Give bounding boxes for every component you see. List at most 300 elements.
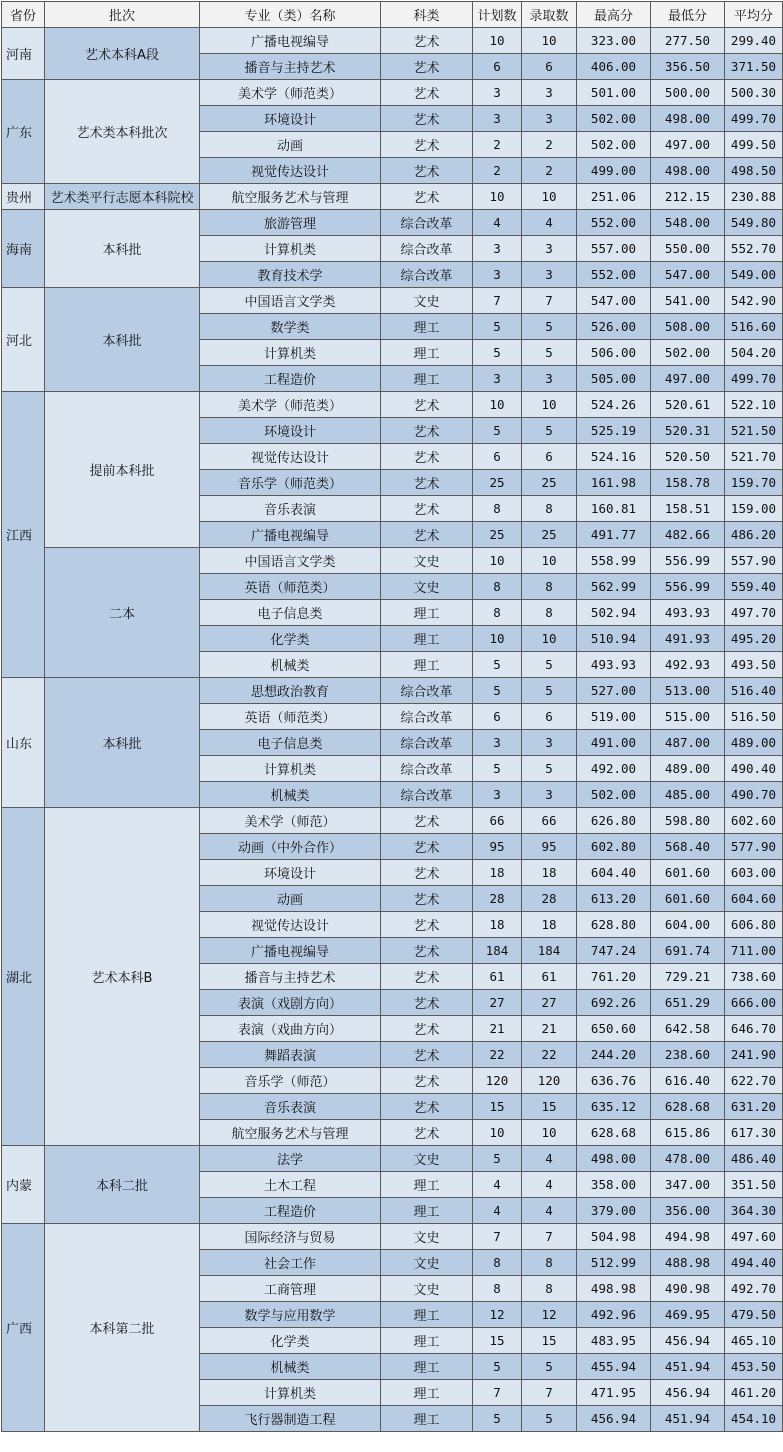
admit-count-cell: 5 xyxy=(522,652,577,678)
admit-count-cell: 3 xyxy=(522,782,577,808)
plan-count-cell: 2 xyxy=(473,132,522,158)
category-cell: 艺术 xyxy=(381,990,473,1016)
avg-score-cell: 454.10 xyxy=(725,1406,783,1432)
category-cell: 艺术 xyxy=(381,964,473,990)
plan-count-cell: 22 xyxy=(473,1042,522,1068)
avg-score-cell: 159.70 xyxy=(725,470,783,496)
max-score-cell: 519.00 xyxy=(577,704,651,730)
plan-count-cell: 8 xyxy=(473,574,522,600)
category-cell: 文史 xyxy=(381,1250,473,1276)
avg-score-cell: 602.60 xyxy=(725,808,783,834)
header-province: 省份 xyxy=(2,2,45,28)
avg-score-cell: 489.00 xyxy=(725,730,783,756)
batch-cell: 艺术本科A段 xyxy=(45,28,200,80)
max-score-cell: 626.80 xyxy=(577,808,651,834)
min-score-cell: 456.94 xyxy=(651,1328,725,1354)
min-score-cell: 356.50 xyxy=(651,54,725,80)
admit-count-cell: 25 xyxy=(522,470,577,496)
avg-score-cell: 631.20 xyxy=(725,1094,783,1120)
admit-count-cell: 184 xyxy=(522,938,577,964)
major-name-cell: 动画 xyxy=(200,132,381,158)
major-name-cell: 电子信息类 xyxy=(200,730,381,756)
plan-count-cell: 4 xyxy=(473,1198,522,1224)
table-row xyxy=(2,1224,783,1250)
max-score-cell: 471.95 xyxy=(577,1380,651,1406)
avg-score-cell: 646.70 xyxy=(725,1016,783,1042)
max-score-cell: 502.00 xyxy=(577,106,651,132)
max-score-cell: 558.99 xyxy=(577,548,651,574)
avg-score-cell: 504.20 xyxy=(725,340,783,366)
min-score-cell: 500.00 xyxy=(651,80,725,106)
province-cell: 江西 xyxy=(2,392,45,678)
plan-count-cell: 7 xyxy=(473,1224,522,1250)
plan-count-cell: 6 xyxy=(473,444,522,470)
admit-count-cell: 8 xyxy=(522,1250,577,1276)
batch-cell: 本科批 xyxy=(45,678,200,808)
province-cell: 广东 xyxy=(2,80,45,184)
major-name-cell: 环境设计 xyxy=(200,418,381,444)
category-cell: 文史 xyxy=(381,1224,473,1250)
major-name-cell: 工程造价 xyxy=(200,366,381,392)
category-cell: 理工 xyxy=(381,314,473,340)
min-score-cell: 502.00 xyxy=(651,340,725,366)
max-score-cell: 650.60 xyxy=(577,1016,651,1042)
avg-score-cell: 552.70 xyxy=(725,236,783,262)
max-score-cell: 604.40 xyxy=(577,860,651,886)
category-cell: 艺术 xyxy=(381,496,473,522)
table-row xyxy=(2,808,783,834)
major-name-cell: 法学 xyxy=(200,1146,381,1172)
category-cell: 艺术 xyxy=(381,392,473,418)
avg-score-cell: 559.40 xyxy=(725,574,783,600)
min-score-cell: 451.94 xyxy=(651,1354,725,1380)
plan-count-cell: 6 xyxy=(473,704,522,730)
admit-count-cell: 4 xyxy=(522,1146,577,1172)
max-score-cell: 161.98 xyxy=(577,470,651,496)
avg-score-cell: 493.50 xyxy=(725,652,783,678)
plan-count-cell: 10 xyxy=(473,626,522,652)
batch-cell: 艺术类本科批次 xyxy=(45,80,200,184)
max-score-cell: 502.94 xyxy=(577,600,651,626)
major-name-cell: 航空服务艺术与管理 xyxy=(200,184,381,210)
batch-cell: 本科第二批 xyxy=(45,1224,200,1432)
major-name-cell: 播音与主持艺术 xyxy=(200,964,381,990)
category-cell: 艺术 xyxy=(381,54,473,80)
min-score-cell: 520.50 xyxy=(651,444,725,470)
batch-cell: 本科二批 xyxy=(45,1146,200,1224)
min-score-cell: 651.29 xyxy=(651,990,725,1016)
header-batch: 批次 xyxy=(45,2,200,28)
admit-count-cell: 3 xyxy=(522,80,577,106)
avg-score-cell: 577.90 xyxy=(725,834,783,860)
admit-count-cell: 21 xyxy=(522,1016,577,1042)
category-cell: 文史 xyxy=(381,1276,473,1302)
min-score-cell: 356.00 xyxy=(651,1198,725,1224)
category-cell: 综合改革 xyxy=(381,704,473,730)
province-cell: 河北 xyxy=(2,288,45,392)
category-cell: 艺术 xyxy=(381,106,473,132)
major-name-cell: 广播电视编导 xyxy=(200,522,381,548)
table-row xyxy=(2,80,783,106)
category-cell: 艺术 xyxy=(381,1068,473,1094)
header-avg-score: 平均分 xyxy=(725,2,783,28)
avg-score-cell: 490.70 xyxy=(725,782,783,808)
min-score-cell: 492.93 xyxy=(651,652,725,678)
plan-count-cell: 8 xyxy=(473,1250,522,1276)
plan-count-cell: 5 xyxy=(473,678,522,704)
province-cell: 广西 xyxy=(2,1224,45,1432)
plan-count-cell: 8 xyxy=(473,1276,522,1302)
min-score-cell: 642.58 xyxy=(651,1016,725,1042)
major-name-cell: 机械类 xyxy=(200,652,381,678)
admit-count-cell: 3 xyxy=(522,262,577,288)
avg-score-cell: 516.60 xyxy=(725,314,783,340)
plan-count-cell: 7 xyxy=(473,1380,522,1406)
admit-count-cell: 6 xyxy=(522,54,577,80)
major-name-cell: 英语（师范类） xyxy=(200,704,381,730)
min-score-cell: 490.98 xyxy=(651,1276,725,1302)
plan-count-cell: 15 xyxy=(473,1328,522,1354)
min-score-cell: 485.00 xyxy=(651,782,725,808)
category-cell: 理工 xyxy=(381,1302,473,1328)
max-score-cell: 613.20 xyxy=(577,886,651,912)
avg-score-cell: 497.60 xyxy=(725,1224,783,1250)
min-score-cell: 550.00 xyxy=(651,236,725,262)
plan-count-cell: 4 xyxy=(473,1172,522,1198)
avg-score-cell: 453.50 xyxy=(725,1354,783,1380)
avg-score-cell: 494.40 xyxy=(725,1250,783,1276)
plan-count-cell: 4 xyxy=(473,210,522,236)
avg-score-cell: 606.80 xyxy=(725,912,783,938)
admit-count-cell: 120 xyxy=(522,1068,577,1094)
category-cell: 艺术 xyxy=(381,886,473,912)
min-score-cell: 158.51 xyxy=(651,496,725,522)
major-name-cell: 美术学（师范类） xyxy=(200,392,381,418)
avg-score-cell: 622.70 xyxy=(725,1068,783,1094)
max-score-cell: 547.00 xyxy=(577,288,651,314)
table-row xyxy=(2,678,783,704)
category-cell: 综合改革 xyxy=(381,782,473,808)
major-name-cell: 工程造价 xyxy=(200,1198,381,1224)
min-score-cell: 498.00 xyxy=(651,106,725,132)
max-score-cell: 526.00 xyxy=(577,314,651,340)
max-score-cell: 502.00 xyxy=(577,782,651,808)
plan-count-cell: 10 xyxy=(473,184,522,210)
admit-count-cell: 4 xyxy=(522,1172,577,1198)
min-score-cell: 212.15 xyxy=(651,184,725,210)
plan-count-cell: 5 xyxy=(473,340,522,366)
major-name-cell: 化学类 xyxy=(200,1328,381,1354)
major-name-cell: 数学与应用数学 xyxy=(200,1302,381,1328)
min-score-cell: 497.00 xyxy=(651,132,725,158)
max-score-cell: 160.81 xyxy=(577,496,651,522)
plan-count-cell: 10 xyxy=(473,28,522,54)
major-name-cell: 环境设计 xyxy=(200,860,381,886)
category-cell: 艺术 xyxy=(381,132,473,158)
avg-score-cell: 521.50 xyxy=(725,418,783,444)
plan-count-cell: 8 xyxy=(473,496,522,522)
max-score-cell: 504.98 xyxy=(577,1224,651,1250)
min-score-cell: 601.60 xyxy=(651,860,725,886)
min-score-cell: 489.00 xyxy=(651,756,725,782)
header-admit-count: 录取数 xyxy=(522,2,577,28)
plan-count-cell: 25 xyxy=(473,470,522,496)
admit-count-cell: 12 xyxy=(522,1302,577,1328)
min-score-cell: 347.00 xyxy=(651,1172,725,1198)
admit-count-cell: 7 xyxy=(522,1224,577,1250)
plan-count-cell: 3 xyxy=(473,80,522,106)
min-score-cell: 628.68 xyxy=(651,1094,725,1120)
major-name-cell: 表演（戏曲方向） xyxy=(200,1016,381,1042)
max-score-cell: 692.26 xyxy=(577,990,651,1016)
category-cell: 理工 xyxy=(381,626,473,652)
major-name-cell: 机械类 xyxy=(200,782,381,808)
major-name-cell: 音乐学（师范类） xyxy=(200,470,381,496)
max-score-cell: 492.00 xyxy=(577,756,651,782)
category-cell: 理工 xyxy=(381,1328,473,1354)
max-score-cell: 506.00 xyxy=(577,340,651,366)
table-row xyxy=(2,184,783,210)
max-score-cell: 628.68 xyxy=(577,1120,651,1146)
category-cell: 理工 xyxy=(381,1380,473,1406)
category-cell: 文史 xyxy=(381,574,473,600)
table-row xyxy=(2,548,783,574)
avg-score-cell: 604.60 xyxy=(725,886,783,912)
batch-cell: 艺术类平行志愿本科院校 xyxy=(45,184,200,210)
max-score-cell: 499.00 xyxy=(577,158,651,184)
max-score-cell: 552.00 xyxy=(577,210,651,236)
min-score-cell: 541.00 xyxy=(651,288,725,314)
category-cell: 艺术 xyxy=(381,184,473,210)
avg-score-cell: 603.00 xyxy=(725,860,783,886)
admit-count-cell: 4 xyxy=(522,210,577,236)
max-score-cell: 491.00 xyxy=(577,730,651,756)
major-name-cell: 动画（中外合作） xyxy=(200,834,381,860)
category-cell: 艺术 xyxy=(381,912,473,938)
admit-count-cell: 5 xyxy=(522,756,577,782)
plan-count-cell: 5 xyxy=(473,418,522,444)
category-cell: 理工 xyxy=(381,1172,473,1198)
avg-score-cell: 549.00 xyxy=(725,262,783,288)
category-cell: 理工 xyxy=(381,366,473,392)
header-row xyxy=(2,2,783,28)
batch-cell: 本科批 xyxy=(45,288,200,392)
category-cell: 理工 xyxy=(381,652,473,678)
max-score-cell: 379.00 xyxy=(577,1198,651,1224)
max-score-cell: 456.94 xyxy=(577,1406,651,1432)
avg-score-cell: 738.60 xyxy=(725,964,783,990)
admit-count-cell: 10 xyxy=(522,626,577,652)
max-score-cell: 455.94 xyxy=(577,1354,651,1380)
admit-count-cell: 66 xyxy=(522,808,577,834)
province-cell: 山东 xyxy=(2,678,45,808)
plan-count-cell: 3 xyxy=(473,106,522,132)
max-score-cell: 525.19 xyxy=(577,418,651,444)
major-name-cell: 美术学（师范） xyxy=(200,808,381,834)
plan-count-cell: 10 xyxy=(473,1120,522,1146)
avg-score-cell: 159.00 xyxy=(725,496,783,522)
avg-score-cell: 499.50 xyxy=(725,132,783,158)
category-cell: 文史 xyxy=(381,548,473,574)
province-cell: 海南 xyxy=(2,210,45,288)
plan-count-cell: 27 xyxy=(473,990,522,1016)
admit-count-cell: 7 xyxy=(522,1380,577,1406)
max-score-cell: 512.99 xyxy=(577,1250,651,1276)
major-name-cell: 环境设计 xyxy=(200,106,381,132)
category-cell: 综合改革 xyxy=(381,210,473,236)
min-score-cell: 556.99 xyxy=(651,574,725,600)
avg-score-cell: 500.30 xyxy=(725,80,783,106)
major-name-cell: 舞蹈表演 xyxy=(200,1042,381,1068)
min-score-cell: 508.00 xyxy=(651,314,725,340)
avg-score-cell: 486.40 xyxy=(725,1146,783,1172)
max-score-cell: 636.76 xyxy=(577,1068,651,1094)
admit-count-cell: 5 xyxy=(522,678,577,704)
major-name-cell: 教育技术学 xyxy=(200,262,381,288)
province-cell: 河南 xyxy=(2,28,45,80)
major-name-cell: 播音与主持艺术 xyxy=(200,54,381,80)
major-name-cell: 视觉传达设计 xyxy=(200,444,381,470)
header-max-score: 最高分 xyxy=(577,2,651,28)
category-cell: 理工 xyxy=(381,600,473,626)
plan-count-cell: 18 xyxy=(473,860,522,886)
plan-count-cell: 25 xyxy=(473,522,522,548)
major-name-cell: 美术学（师范类） xyxy=(200,80,381,106)
plan-count-cell: 15 xyxy=(473,1094,522,1120)
header-major: 专业（类）名称 xyxy=(200,2,381,28)
major-name-cell: 中国语言文学类 xyxy=(200,548,381,574)
admit-count-cell: 18 xyxy=(522,860,577,886)
min-score-cell: 556.99 xyxy=(651,548,725,574)
avg-score-cell: 666.00 xyxy=(725,990,783,1016)
admit-count-cell: 8 xyxy=(522,574,577,600)
major-name-cell: 社会工作 xyxy=(200,1250,381,1276)
category-cell: 艺术 xyxy=(381,80,473,106)
admit-count-cell: 3 xyxy=(522,366,577,392)
major-name-cell: 飞行器制造工程 xyxy=(200,1406,381,1432)
admit-count-cell: 7 xyxy=(522,288,577,314)
avg-score-cell: 351.50 xyxy=(725,1172,783,1198)
major-name-cell: 机械类 xyxy=(200,1354,381,1380)
province-cell: 湖北 xyxy=(2,808,45,1146)
min-score-cell: 478.00 xyxy=(651,1146,725,1172)
admit-count-cell: 8 xyxy=(522,496,577,522)
plan-count-cell: 5 xyxy=(473,652,522,678)
max-score-cell: 761.20 xyxy=(577,964,651,990)
avg-score-cell: 495.20 xyxy=(725,626,783,652)
min-score-cell: 494.98 xyxy=(651,1224,725,1250)
province-cell: 贵州 xyxy=(2,184,45,210)
min-score-cell: 491.93 xyxy=(651,626,725,652)
min-score-cell: 729.21 xyxy=(651,964,725,990)
major-name-cell: 思想政治教育 xyxy=(200,678,381,704)
avg-score-cell: 498.50 xyxy=(725,158,783,184)
min-score-cell: 548.00 xyxy=(651,210,725,236)
category-cell: 综合改革 xyxy=(381,678,473,704)
category-cell: 综合改革 xyxy=(381,236,473,262)
avg-score-cell: 516.50 xyxy=(725,704,783,730)
table-row xyxy=(2,392,783,418)
admit-count-cell: 10 xyxy=(522,184,577,210)
category-cell: 艺术 xyxy=(381,834,473,860)
avg-score-cell: 516.40 xyxy=(725,678,783,704)
plan-count-cell: 3 xyxy=(473,366,522,392)
admit-count-cell: 3 xyxy=(522,106,577,132)
plan-count-cell: 5 xyxy=(473,1146,522,1172)
batch-cell: 二本 xyxy=(45,548,200,678)
admit-count-cell: 25 xyxy=(522,522,577,548)
header-plan-count: 计划数 xyxy=(473,2,522,28)
admit-count-cell: 3 xyxy=(522,730,577,756)
min-score-cell: 568.40 xyxy=(651,834,725,860)
major-name-cell: 音乐学（师范） xyxy=(200,1068,381,1094)
avg-score-cell: 486.20 xyxy=(725,522,783,548)
major-name-cell: 计算机类 xyxy=(200,236,381,262)
avg-score-cell: 542.90 xyxy=(725,288,783,314)
max-score-cell: 524.16 xyxy=(577,444,651,470)
category-cell: 艺术 xyxy=(381,522,473,548)
min-score-cell: 691.74 xyxy=(651,938,725,964)
category-cell: 艺术 xyxy=(381,470,473,496)
major-name-cell: 国际经济与贸易 xyxy=(200,1224,381,1250)
admit-count-cell: 4 xyxy=(522,1198,577,1224)
plan-count-cell: 3 xyxy=(473,782,522,808)
plan-count-cell: 28 xyxy=(473,886,522,912)
major-name-cell: 中国语言文学类 xyxy=(200,288,381,314)
admit-count-cell: 10 xyxy=(522,1120,577,1146)
plan-count-cell: 5 xyxy=(473,1354,522,1380)
category-cell: 理工 xyxy=(381,340,473,366)
major-name-cell: 土木工程 xyxy=(200,1172,381,1198)
table-row xyxy=(2,1146,783,1172)
major-name-cell: 旅游管理 xyxy=(200,210,381,236)
major-name-cell: 数学类 xyxy=(200,314,381,340)
avg-score-cell: 371.50 xyxy=(725,54,783,80)
avg-score-cell: 522.10 xyxy=(725,392,783,418)
major-name-cell: 计算机类 xyxy=(200,340,381,366)
avg-score-cell: 617.30 xyxy=(725,1120,783,1146)
min-score-cell: 469.95 xyxy=(651,1302,725,1328)
max-score-cell: 358.00 xyxy=(577,1172,651,1198)
plan-count-cell: 5 xyxy=(473,1406,522,1432)
major-name-cell: 化学类 xyxy=(200,626,381,652)
plan-count-cell: 66 xyxy=(473,808,522,834)
max-score-cell: 406.00 xyxy=(577,54,651,80)
plan-count-cell: 61 xyxy=(473,964,522,990)
admit-count-cell: 22 xyxy=(522,1042,577,1068)
major-name-cell: 广播电视编导 xyxy=(200,938,381,964)
max-score-cell: 602.80 xyxy=(577,834,651,860)
plan-count-cell: 95 xyxy=(473,834,522,860)
category-cell: 艺术 xyxy=(381,418,473,444)
avg-score-cell: 499.70 xyxy=(725,106,783,132)
avg-score-cell: 497.70 xyxy=(725,600,783,626)
avg-score-cell: 479.50 xyxy=(725,1302,783,1328)
major-name-cell: 航空服务艺术与管理 xyxy=(200,1120,381,1146)
max-score-cell: 483.95 xyxy=(577,1328,651,1354)
plan-count-cell: 10 xyxy=(473,548,522,574)
admit-count-cell: 10 xyxy=(522,548,577,574)
avg-score-cell: 557.90 xyxy=(725,548,783,574)
table-row xyxy=(2,288,783,314)
header-category: 科类 xyxy=(381,2,473,28)
major-name-cell: 动画 xyxy=(200,886,381,912)
major-name-cell: 音乐表演 xyxy=(200,496,381,522)
admit-count-cell: 2 xyxy=(522,132,577,158)
max-score-cell: 552.00 xyxy=(577,262,651,288)
min-score-cell: 238.60 xyxy=(651,1042,725,1068)
admit-count-cell: 5 xyxy=(522,418,577,444)
